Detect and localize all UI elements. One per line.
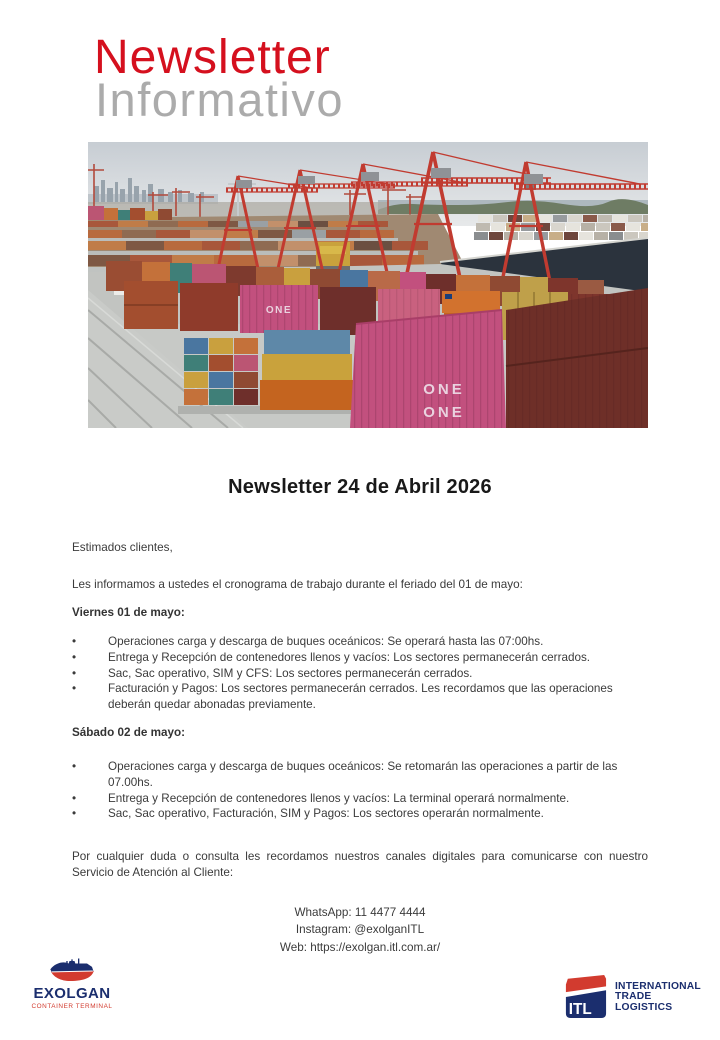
itl-abbr: ITL [568,1001,592,1019]
one-brand-text: ONE [265,305,293,316]
list-item-text: Operaciones carga y descarga de buques oceánicos: Se operará hasta las 07:00hs. [108,635,544,648]
bullet-glyph: • [72,682,77,696]
list-item [72,666,648,682]
list-item [72,759,648,791]
newsletter-headline: Newsletter 24 de Abril 2026 [228,476,492,498]
bullet-glyph: • [72,666,77,680]
list-item [72,634,648,650]
saturday-list [72,759,648,822]
terminal-photo-illustration [88,142,648,428]
list-item [72,791,648,807]
contact-instagram: Instagram: @exolganITL [295,923,425,937]
list-item-text: Operaciones carga y descarga de buques oceánicos: Se retomarán las operaciones a partir de las 07.00hs. [108,760,618,789]
itl-word-line: LOGISTICS [615,1001,673,1013]
bullet-glyph: • [72,760,77,773]
greeting-text: Estimados clientes, [72,541,173,554]
one-brand-text: ONE [423,404,465,421]
contact-web: Web: https://exolgan.itl.com.ar/ [279,940,441,954]
list-item-text: Sac, Sac operativo, Facturación, SIM y Pagos: Los sectores operarán normalmente. [108,807,544,821]
contact-block [72,904,648,956]
contact-whatsapp: WhatsApp: 11 4477 4444 [294,906,426,919]
friday-list [72,634,648,713]
section-heading-saturday: Sábado 02 de mayo: [72,726,186,739]
itl-word-line: TRADE [615,991,652,1003]
itl-wordmark [615,982,701,1014]
itl-logo [564,974,701,1021]
masthead-subtitle: Informativo [95,73,344,126]
section-heading-friday: Viernes 01 de mayo: [72,606,185,619]
terminal-photo [88,142,648,428]
list-item-text: Sac, Sac operativo, SIM y CFS: Los sectores permanecerán cerrados. [108,666,473,680]
itl-word-line: INTERNATIONAL [615,980,701,992]
ship-icon [47,956,97,986]
bullet-glyph: • [72,650,77,664]
list-item [72,806,648,822]
list-item [72,650,648,666]
masthead-title: Newsletter [94,31,331,84]
one-brand-text: ONE [423,381,465,398]
bullet-glyph: • [72,791,77,805]
intro-text: Les informamos a ustedes el cronograma de trabajo durante el feriado del 01 de mayo: [72,578,523,591]
bullet-glyph: • [72,635,77,648]
closing-text: Por cualquier duda o consulta les recordamos nuestros canales digitales para comunicarse con nuestro Servicio de Atención al Cliente: [72,850,648,879]
list-item [72,681,648,713]
list-item-text: Facturación y Pagos: Los sectores permanecerán cerrados. Les recordamos que las operaciones deberán quedar abonadas previamente. [108,682,613,712]
exolgan-name: EXOLGAN [33,985,111,1002]
itl-mark-icon [564,974,608,1021]
list-item-text: Entrega y Recepción de contenedores llenos y vacíos: Los sectores permanecerán cerrados. [108,650,591,664]
bullet-glyph: • [72,807,77,821]
exolgan-tagline: CONTAINER TERMINAL [31,1003,113,1010]
list-item-text: Entrega y Recepción de contenedores llenos y vacíos: La terminal operará normalmente. [108,791,570,805]
exolgan-logo [28,956,116,1011]
